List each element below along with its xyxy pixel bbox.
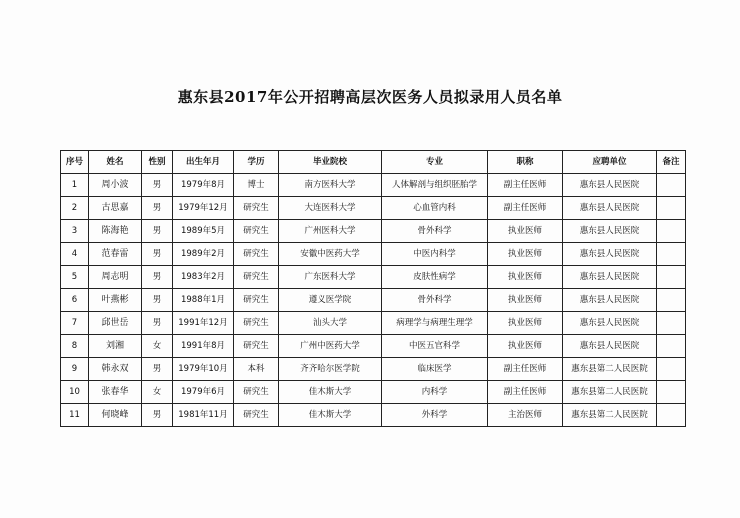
table-row xyxy=(61,174,686,197)
table-row xyxy=(61,404,686,427)
cell-title: 副主任医师 xyxy=(488,197,563,220)
cell-school: 齐齐哈尔医学院 xyxy=(279,358,382,381)
header-education: 学历 xyxy=(234,151,279,174)
cell-gender: 男 xyxy=(142,197,173,220)
cell-index: 8 xyxy=(61,335,89,358)
cell-school: 佳木斯大学 xyxy=(279,381,382,404)
table-row xyxy=(61,266,686,289)
cell-birth: 1991年8月 xyxy=(173,335,234,358)
cell-title: 执业医师 xyxy=(488,243,563,266)
cell-unit: 惠东县人民医院 xyxy=(563,289,657,312)
cell-name: 古思嘉 xyxy=(89,197,142,220)
cell-education: 研究生 xyxy=(234,381,279,404)
cell-unit: 惠东县第二人民医院 xyxy=(563,381,657,404)
table-row xyxy=(61,381,686,404)
cell-name: 周小波 xyxy=(89,174,142,197)
cell-education: 研究生 xyxy=(234,197,279,220)
cell-school: 佳木斯大学 xyxy=(279,404,382,427)
cell-school: 南方医科大学 xyxy=(279,174,382,197)
cell-gender: 男 xyxy=(142,220,173,243)
cell-unit: 惠东县人民医院 xyxy=(563,266,657,289)
cell-unit: 惠东县人民医院 xyxy=(563,197,657,220)
cell-index: 11 xyxy=(61,404,89,427)
cell-title: 主治医师 xyxy=(488,404,563,427)
cell-birth: 1989年5月 xyxy=(173,220,234,243)
cell-major: 心血管内科 xyxy=(382,197,488,220)
cell-school: 汕头大学 xyxy=(279,312,382,335)
cell-birth: 1979年10月 xyxy=(173,358,234,381)
cell-gender: 男 xyxy=(142,404,173,427)
header-major: 专业 xyxy=(382,151,488,174)
table-row xyxy=(61,358,686,381)
cell-title: 副主任医师 xyxy=(488,381,563,404)
cell-unit: 惠东县人民医院 xyxy=(563,220,657,243)
cell-major: 临床医学 xyxy=(382,358,488,381)
cell-unit: 惠东县第二人民医院 xyxy=(563,404,657,427)
cell-major: 内科学 xyxy=(382,381,488,404)
cell-index: 2 xyxy=(61,197,89,220)
cell-name: 周志明 xyxy=(89,266,142,289)
cell-index: 10 xyxy=(61,381,89,404)
cell-education: 研究生 xyxy=(234,289,279,312)
cell-remark xyxy=(657,266,686,289)
cell-gender: 男 xyxy=(142,289,173,312)
cell-remark xyxy=(657,220,686,243)
cell-title: 副主任医师 xyxy=(488,174,563,197)
cell-index: 9 xyxy=(61,358,89,381)
cell-name: 张春华 xyxy=(89,381,142,404)
cell-education: 本科 xyxy=(234,358,279,381)
cell-major: 皮肤性病学 xyxy=(382,266,488,289)
cell-title: 执业医师 xyxy=(488,220,563,243)
cell-unit: 惠东县人民医院 xyxy=(563,174,657,197)
cell-birth: 1988年1月 xyxy=(173,289,234,312)
cell-name: 邱世岳 xyxy=(89,312,142,335)
header-remark: 备注 xyxy=(657,151,686,174)
header-name: 姓名 xyxy=(89,151,142,174)
cell-education: 研究生 xyxy=(234,266,279,289)
cell-remark xyxy=(657,243,686,266)
cell-school: 安徽中医药大学 xyxy=(279,243,382,266)
cell-birth: 1981年11月 xyxy=(173,404,234,427)
cell-major: 中医内科学 xyxy=(382,243,488,266)
cell-major: 人体解剖与组织胚胎学 xyxy=(382,174,488,197)
cell-gender: 男 xyxy=(142,266,173,289)
cell-gender: 男 xyxy=(142,312,173,335)
cell-name: 叶燕彬 xyxy=(89,289,142,312)
table-row xyxy=(61,312,686,335)
cell-remark xyxy=(657,312,686,335)
cell-index: 1 xyxy=(61,174,89,197)
cell-school: 广州中医药大学 xyxy=(279,335,382,358)
cell-title: 副主任医师 xyxy=(488,358,563,381)
cell-education: 博士 xyxy=(234,174,279,197)
cell-name: 何晓峰 xyxy=(89,404,142,427)
cell-school: 遵义医学院 xyxy=(279,289,382,312)
table-row xyxy=(61,197,686,220)
cell-birth: 1979年6月 xyxy=(173,381,234,404)
document-title: 惠东县2017年公开招聘高层次医务人员拟录用人员名单 xyxy=(177,88,563,106)
cell-birth: 1983年2月 xyxy=(173,266,234,289)
header-school: 毕业院校 xyxy=(279,151,382,174)
cell-education: 研究生 xyxy=(234,220,279,243)
cell-major: 骨外科学 xyxy=(382,220,488,243)
cell-index: 6 xyxy=(61,289,89,312)
cell-major: 中医五官科学 xyxy=(382,335,488,358)
cell-education: 研究生 xyxy=(234,404,279,427)
header-unit: 应聘单位 xyxy=(563,151,657,174)
cell-remark xyxy=(657,381,686,404)
table-row xyxy=(61,220,686,243)
cell-title: 执业医师 xyxy=(488,266,563,289)
cell-title: 执业医师 xyxy=(488,312,563,335)
cell-gender: 男 xyxy=(142,243,173,266)
cell-birth: 1979年12月 xyxy=(173,197,234,220)
cell-name: 范春雷 xyxy=(89,243,142,266)
cell-education: 研究生 xyxy=(234,335,279,358)
cell-index: 5 xyxy=(61,266,89,289)
cell-title: 执业医师 xyxy=(488,335,563,358)
cell-unit: 惠东县人民医院 xyxy=(563,312,657,335)
cell-birth: 1991年12月 xyxy=(173,312,234,335)
cell-major: 骨外科学 xyxy=(382,289,488,312)
header-title: 职称 xyxy=(488,151,563,174)
cell-gender: 男 xyxy=(142,358,173,381)
cell-remark xyxy=(657,174,686,197)
cell-unit: 惠东县人民医院 xyxy=(563,243,657,266)
cell-remark xyxy=(657,404,686,427)
header-birth: 出生年月 xyxy=(173,151,234,174)
cell-education: 研究生 xyxy=(234,243,279,266)
cell-school: 广州医科大学 xyxy=(279,220,382,243)
cell-remark xyxy=(657,197,686,220)
cell-birth: 1979年8月 xyxy=(173,174,234,197)
cell-title: 执业医师 xyxy=(488,289,563,312)
cell-school: 广东医科大学 xyxy=(279,266,382,289)
cell-major: 外科学 xyxy=(382,404,488,427)
cell-remark xyxy=(657,289,686,312)
cell-gender: 女 xyxy=(142,381,173,404)
cell-school: 大连医科大学 xyxy=(279,197,382,220)
cell-birth: 1989年2月 xyxy=(173,243,234,266)
cell-gender: 女 xyxy=(142,335,173,358)
cell-education: 研究生 xyxy=(234,312,279,335)
table-body xyxy=(61,174,686,427)
table-row xyxy=(61,243,686,266)
table-header-row xyxy=(61,151,686,174)
cell-name: 刘湘 xyxy=(89,335,142,358)
cell-gender: 男 xyxy=(142,174,173,197)
cell-index: 3 xyxy=(61,220,89,243)
cell-unit: 惠东县人民医院 xyxy=(563,335,657,358)
cell-unit: 惠东县第二人民医院 xyxy=(563,358,657,381)
cell-name: 陈海艳 xyxy=(89,220,142,243)
cell-major: 病理学与病理生理学 xyxy=(382,312,488,335)
header-gender: 性别 xyxy=(142,151,173,174)
cell-name: 韩永双 xyxy=(89,358,142,381)
cell-remark xyxy=(657,335,686,358)
table-row xyxy=(61,335,686,358)
table-row xyxy=(61,289,686,312)
cell-index: 7 xyxy=(61,312,89,335)
cell-index: 4 xyxy=(61,243,89,266)
header-index: 序号 xyxy=(61,151,89,174)
cell-remark xyxy=(657,358,686,381)
candidate-table xyxy=(60,150,686,427)
